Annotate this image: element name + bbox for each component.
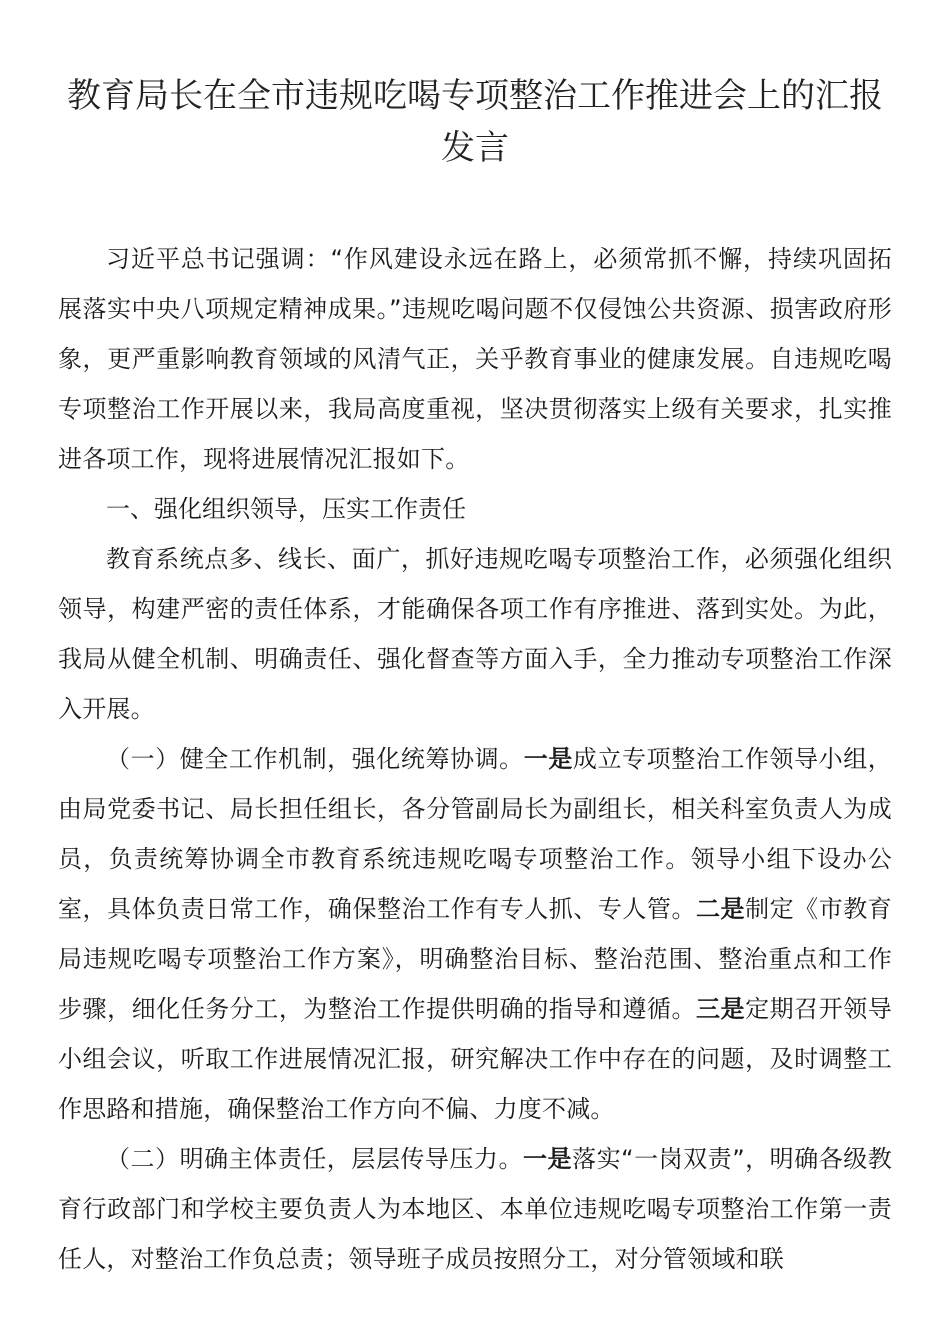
subsection-1-text-3: 定期召开领导小组会议，听取工作进展情况汇报，研究解决工作中存在的问题，及时调整工作思路和措施，确保整治工作方向不偏、力度不减。: [58, 995, 892, 1123]
lead-second: 二是: [696, 895, 746, 923]
section-heading: 一、强化组织领导，压实工作责任: [106, 495, 466, 523]
subsection-1-paragraph: [58, 734, 892, 1134]
lead-third: 三是: [696, 995, 746, 1023]
lead-first: 一是: [523, 1145, 573, 1173]
subsection-2-paragraph: [58, 1134, 892, 1284]
intro-paragraph: 习近平总书记强调：“作风建设永远在路上，必须常抓不懈，持续巩固拓展落实中央八项规定精神成果。”违规吃喝问题不仅侵蚀公共资源、损害政府形象，更严重影响教育领域的风清气正，关乎教育事业的健康发展。自违规吃喝专项整治工作开展以来，我局高度重视，坚决贯彻落实上级有关要求，扎实推进各项工作，现将进展情况汇报如下。: [58, 245, 892, 473]
section-body-paragraph: 教育系统点多、线长、面广，抓好违规吃喝专项整治工作，必须强化组织领导，构建严密的责任体系，才能确保各项工作有序推进、落到实处。为此，我局从健全机制、明确责任、强化督查等方面入手，全力推动专项整治工作深入开展。: [58, 545, 892, 723]
subsection-1-text-2: 制定《市教育局违规吃喝专项整治工作方案》，明确整治目标、整治范围、整治重点和工作步骤，细化任务分工，为整治工作提供明确的指导和遵循。: [58, 895, 892, 1023]
subsection-1-text-1: 成立专项整治工作领导小组，由局党委书记、局长担任组长，各分管副局长为副组长，相关科室负责人为成员，负责统筹协调全市教育系统违规吃喝专项整治工作。领导小组下设办公室，具体负责日常工作，确保整治工作有专人抓、专人管。: [58, 745, 892, 923]
document-title: 教育局长在全市违规吃喝专项整治工作推进会上的汇报发言: [67, 76, 883, 168]
lead-first: 一是: [523, 745, 573, 773]
subsection-2-prefix: （二）明确主体责任，层层传导压力。: [106, 1145, 523, 1173]
subsection-1-prefix: （一）健全工作机制，强化统筹协调。: [106, 745, 524, 773]
subsection-2-text-1: 落实“一岗双责”，明确各级教育行政部门和学校主要负责人为本地区、本单位违规吃喝专项整治工作第一责任人，对整治工作负总责；领导班子成员按照分工，对分管领域和联: [58, 1145, 893, 1273]
